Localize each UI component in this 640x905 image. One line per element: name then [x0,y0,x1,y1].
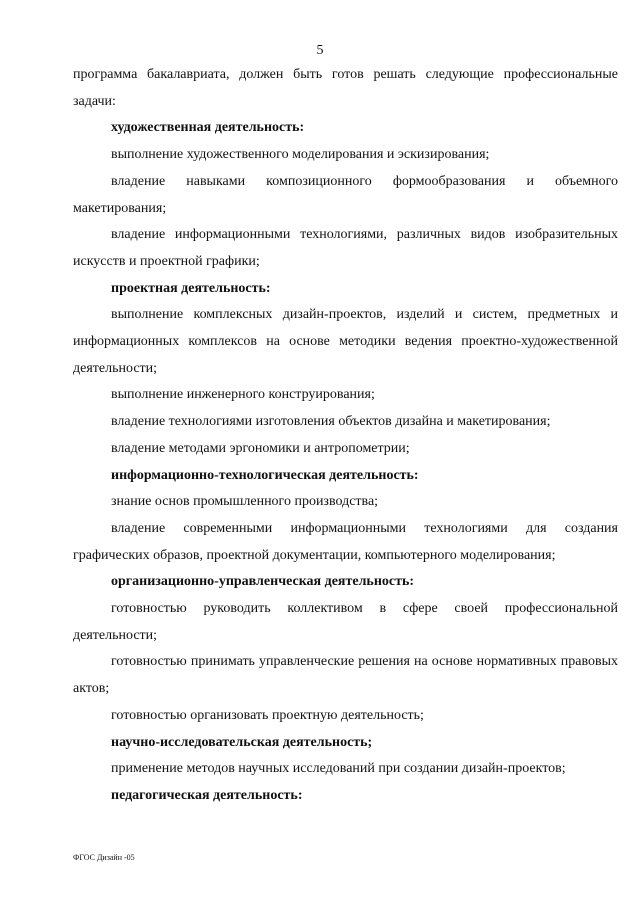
document-body [73,62,618,810]
paragraph: выполнение комплексных дизайн-проектов, изделий и систем, предметных и информационных комплексов на основе методики ведения проектно-художественной деятельности; [73,307,618,376]
paragraph: применение методов научных исследований при создании дизайн-проектов; [111,761,566,777]
paragraph: готовностью руководить коллективом в сфере своей профессиональной деятельности; [73,601,618,643]
paragraph: выполнение художественного моделирования и эскизирования; [111,147,490,163]
paragraph: знание основ промышленного производства; [111,494,379,510]
paragraph: владение навыками композиционного формообразования и объемного макетирования; [73,173,618,216]
heading-research-activity: научно-исследовательская деятельность; [111,734,373,750]
footer-doc-code: ФГОС Дизайн -05 [73,853,135,862]
paragraph: готовностью принимать управленческие решения на основе нормативных правовых актов; [73,654,618,697]
page-number: 5 [316,43,324,58]
heading-pedagogical-activity: педагогическая деятельность: [111,787,303,803]
paragraph: владение информационными технологиями, различных видов изобразительных искусств и проектной графики; [73,227,618,269]
paragraph-intro: программа бакалавриата, должен быть готов решать следующие профессиональные задачи: [73,67,618,109]
paragraph: владение технологиями изготовления объектов дизайна и макетирования; [111,414,551,430]
paragraph: владение современными информационными технологиями для создания графических образов, проектной документации, компьютерного моделирования; [73,520,618,563]
paragraph: выполнение инженерного конструирования; [111,387,375,403]
heading-it-activity: информационно-технологическая деятельность: [111,467,419,483]
heading-design-activity: проектная деятельность: [111,280,271,296]
paragraph: готовностью организовать проектную деятельность; [111,707,424,723]
heading-management-activity: организационно-управленческая деятельность: [111,574,415,590]
heading-artistic-activity: художественная деятельность: [111,120,305,136]
paragraph: владение методами эргономики и антропометрии; [111,440,410,456]
